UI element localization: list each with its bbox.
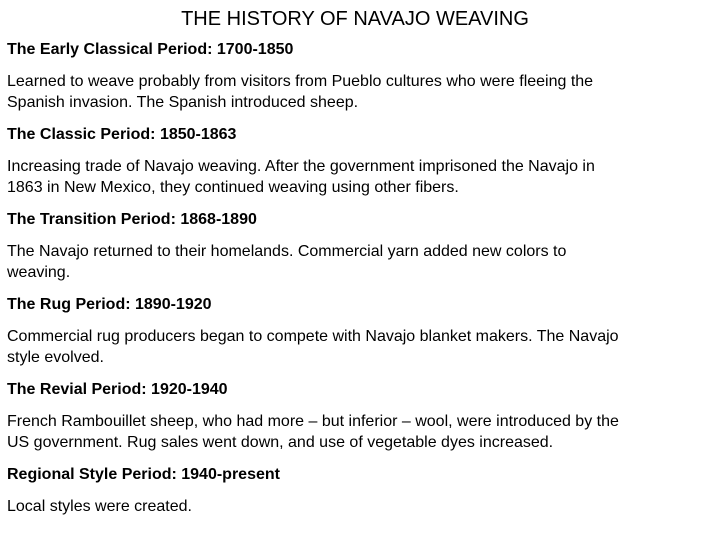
period-early-classical (7, 39, 713, 113)
period-heading: Regional Style Period: 1940-present (7, 466, 280, 483)
period-transition (7, 209, 713, 283)
period-description (7, 412, 713, 453)
description-line: 1863 in New Mexico, they continued weaving using other fibers. (7, 178, 459, 196)
period-description (7, 242, 713, 283)
period-revival (7, 379, 713, 453)
period-rug (7, 294, 713, 368)
description-line: French Rambouillet sheep, who had more – but inferior – wool, were introduced by the (7, 413, 619, 430)
description-line: The Navajo returned to their homelands. Commercial yarn added new colors to (7, 243, 567, 260)
description-line: Commercial rug producers began to compete with Navajo blanket makers. The Navajo (7, 328, 619, 345)
description-line: Learned to weave probably from visitors from Pueblo cultures who were fleeing the (7, 73, 594, 90)
description-line: Increasing trade of Navajo weaving. After the government imprisoned the Navajo in (7, 158, 595, 175)
period-regional-style (7, 464, 713, 518)
period-description (7, 497, 713, 518)
periods-list (7, 39, 713, 529)
period-classic (7, 124, 713, 198)
description-line: US government. Rug sales went down, and use of vegetable dyes increased. (7, 433, 554, 451)
description-line: Local styles were created. (7, 498, 192, 515)
description-line: weaving. (7, 263, 71, 281)
period-heading: The Transition Period: 1868-1890 (7, 211, 257, 228)
period-heading: The Early Classical Period: 1700-1850 (7, 41, 294, 58)
period-heading: The Rug Period: 1890-1920 (7, 296, 212, 313)
period-description (7, 72, 713, 113)
period-description (7, 327, 713, 368)
description-line: Spanish invasion. The Spanish introduced sheep. (7, 93, 359, 111)
slide-title: THE HISTORY OF NAVAJO WEAVING (181, 8, 529, 30)
period-heading: The Classic Period: 1850-1863 (7, 126, 237, 143)
description-line: style evolved. (7, 348, 104, 366)
period-description (7, 157, 713, 198)
period-heading: The Revial Period: 1920-1940 (7, 381, 228, 398)
